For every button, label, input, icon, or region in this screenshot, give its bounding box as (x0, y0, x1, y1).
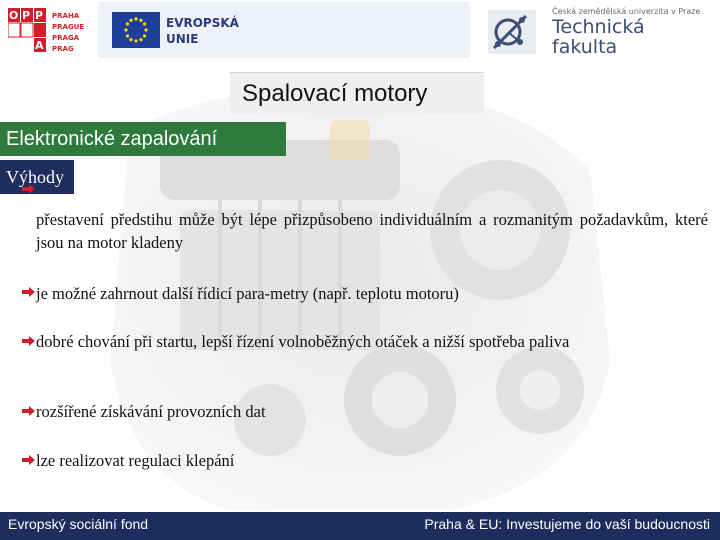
svg-text:PRAGA: PRAGA (52, 34, 80, 42)
faculty-line-1: Technická (552, 16, 645, 38)
arrow-bullet-icon (22, 406, 35, 416)
faculty-line-2: fakulta (552, 36, 618, 58)
eu-text (166, 15, 239, 47)
section-label: Výhody (0, 160, 74, 194)
footer-right-text: Praha & EU: Investujeme do vaší budoucnosti (424, 516, 710, 532)
opp-praha-logo (8, 8, 94, 52)
bullet-item: lze realizovat regulaci klepání (36, 451, 235, 470)
arrow-bullet-icon (22, 336, 35, 346)
bullet-item: je možné zahrnout další řídicí para-metry (např. teplotu motoru) (36, 284, 459, 303)
slide-subtitle: Elektronické zapalování (0, 122, 286, 156)
svg-text:PRAGUE: PRAGUE (52, 23, 85, 31)
logo-bar (0, 0, 720, 62)
eu-flag-icon (112, 12, 160, 48)
arrow-bullet-icon (22, 287, 35, 297)
faculty-logo (482, 4, 720, 60)
svg-text:A: A (35, 39, 44, 52)
svg-text:O: O (9, 9, 19, 22)
faculty-emblem-icon (486, 8, 538, 56)
bullet-item: rozšířené získávání provozních dat (36, 402, 266, 421)
university-name: Česká zemědělská univerzita v Praze (552, 7, 701, 16)
bullet-item: přestavení předstihu může být lépe přizpůsobeno individuálním a rozmanitým požadavkům, které jsou na motor kladeny (36, 210, 708, 252)
slide-title: Spalovací motory (242, 80, 428, 107)
svg-text:PRAHA: PRAHA (52, 12, 80, 20)
eu-line-2: UNIE (166, 32, 199, 46)
svg-text:P: P (35, 9, 44, 22)
eu-logo (98, 2, 470, 58)
arrow-bullet-icon (22, 184, 35, 194)
eu-line-1: EVROPSKÁ (166, 16, 239, 30)
footer-left-text: Evropský sociální fond (8, 516, 149, 532)
bullet-item: dobré chování při startu, lepší řízení volnoběžných otáček a nižší spotřeba paliva (36, 332, 570, 351)
svg-text:P: P (22, 9, 31, 22)
svg-text:PRAG: PRAG (52, 45, 74, 52)
faculty-name (552, 17, 645, 57)
arrow-bullet-icon (22, 455, 35, 465)
